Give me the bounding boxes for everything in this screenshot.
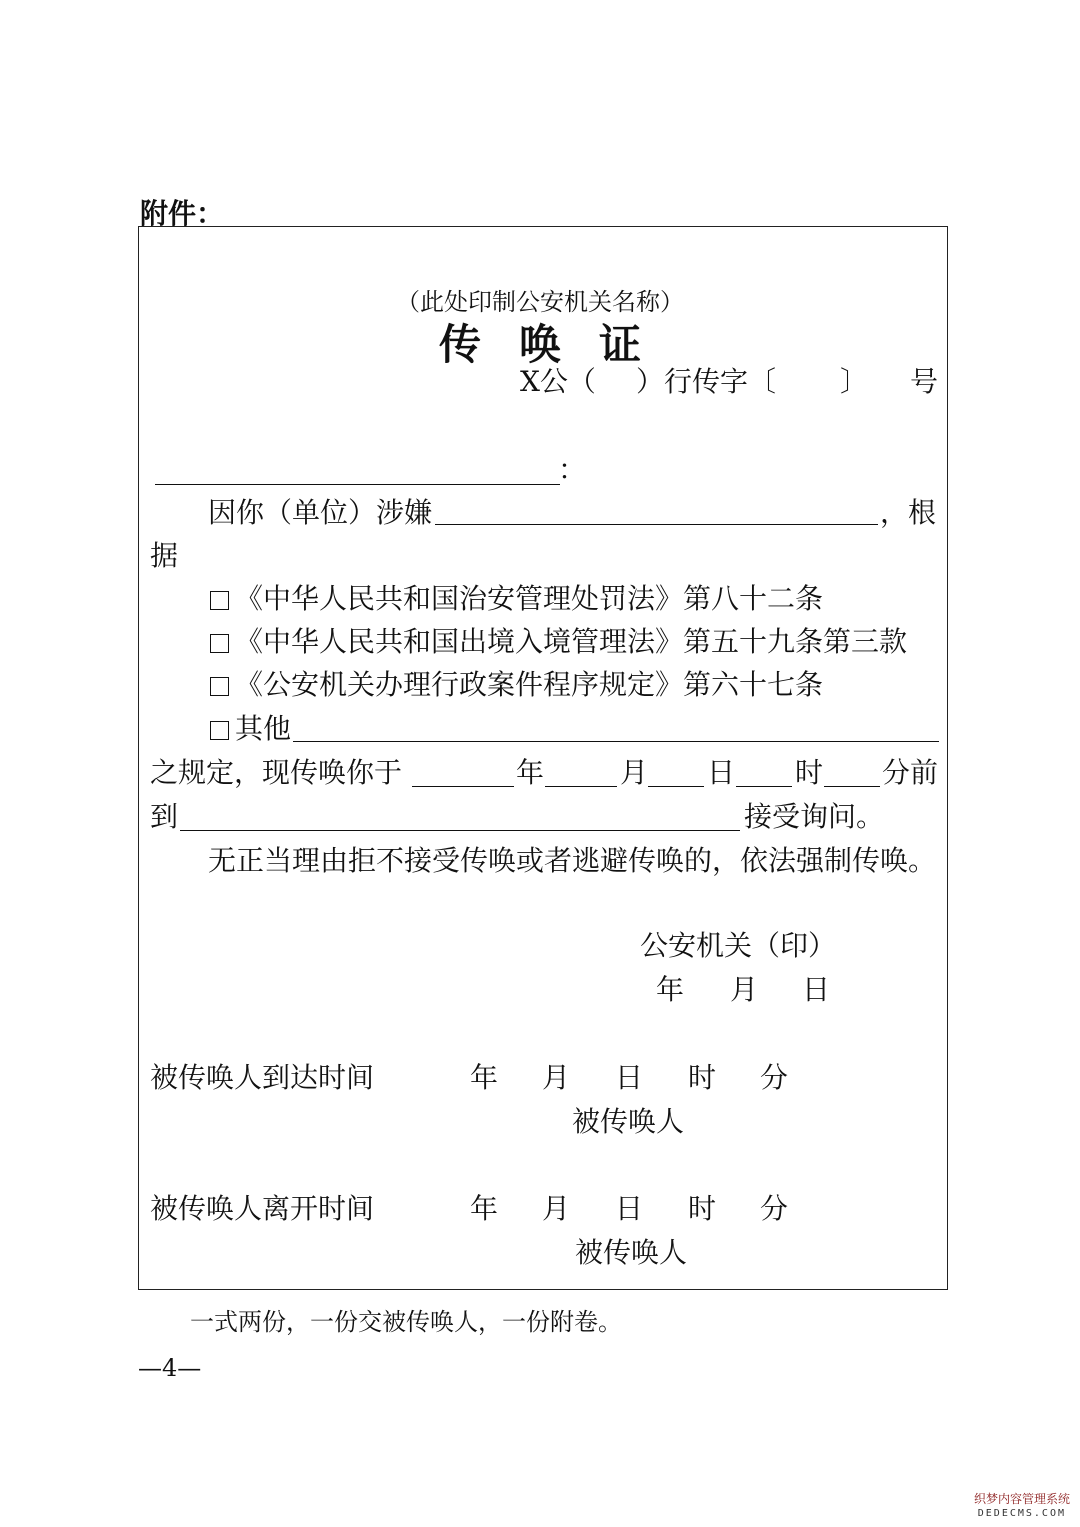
seal-month: 月 xyxy=(730,973,759,1006)
departure-hour: 时 xyxy=(688,1192,717,1225)
addressee-colon: ： xyxy=(558,453,587,486)
attachment-label: 附件： xyxy=(140,197,225,230)
warning-text: 无正当理由拒不接受传唤或者逃避传唤的，依法强制传唤。 xyxy=(208,844,937,877)
time-prefix: 之规定，现传唤你于 xyxy=(150,756,403,789)
departure-signer: 被传唤人 xyxy=(575,1236,688,1269)
legal-option-other: 其他 xyxy=(210,713,291,745)
page-number: —4— xyxy=(138,1354,202,1382)
year-blank[interactable] xyxy=(412,786,514,787)
footer-note: 一式两份，一份交被传唤人，一份附卷。 xyxy=(190,1308,622,1336)
departure-year: 年 xyxy=(470,1192,499,1225)
day-label: 日 xyxy=(707,756,736,789)
minute-before-label: 分前 xyxy=(882,756,939,789)
arrival-day: 日 xyxy=(615,1061,644,1094)
option-1-checkbox[interactable] xyxy=(210,591,229,610)
seal-year: 年 xyxy=(656,973,685,1006)
doc-no-suffix: 号 xyxy=(910,365,939,398)
arrival-signer: 被传唤人 xyxy=(572,1105,685,1138)
place-blank[interactable] xyxy=(180,830,740,831)
legal-option-3: 《公安机关办理行政案件程序规定》第六十七条 xyxy=(210,669,823,701)
watermark-title: 织梦内容管理系统 xyxy=(973,1492,1070,1506)
intro-end: ，根 xyxy=(880,496,937,529)
minute-blank[interactable] xyxy=(824,786,880,787)
day-blank[interactable] xyxy=(648,786,704,787)
addressee-blank[interactable] xyxy=(155,484,560,485)
arrival-hour: 时 xyxy=(688,1061,717,1094)
month-blank[interactable] xyxy=(545,786,617,787)
departure-minute: 分 xyxy=(760,1192,789,1225)
arrival-month: 月 xyxy=(542,1061,571,1094)
doc-no-mid: ）行传字〔 xyxy=(636,365,777,398)
organization-name: （此处印制公安机关名称） xyxy=(396,288,684,316)
departure-day: 日 xyxy=(615,1192,644,1225)
place-prefix: 到 xyxy=(150,800,179,833)
other-checkbox[interactable] xyxy=(210,721,229,740)
doc-no-prefix: X公（ xyxy=(520,365,596,398)
arrival-minute: 分 xyxy=(760,1061,789,1094)
departure-month: 月 xyxy=(542,1192,571,1225)
intro-continued: 据 xyxy=(150,539,179,572)
month-label: 月 xyxy=(620,756,649,789)
other-blank[interactable] xyxy=(293,741,939,742)
place-suffix: 接受询问。 xyxy=(744,800,885,833)
legal-option-2: 《中华人民共和国出境入境管理法》第五十九条第三款 xyxy=(210,626,907,658)
seal-authority: 公安机关（印） xyxy=(640,929,837,962)
intro-text: 因你（单位）涉嫌 xyxy=(208,496,433,529)
hour-blank[interactable] xyxy=(736,786,792,787)
hour-label: 时 xyxy=(795,756,824,789)
document-title: 传唤证 xyxy=(438,320,679,369)
doc-no-bracket-close: 〕 xyxy=(840,365,869,398)
watermark-url: DEDECMS.COM xyxy=(977,1508,1066,1519)
departure-label: 被传唤人离开时间 xyxy=(150,1192,375,1225)
suspicion-blank[interactable] xyxy=(435,524,878,525)
seal-day: 日 xyxy=(802,973,831,1006)
option-3-checkbox[interactable] xyxy=(210,677,229,696)
option-2-checkbox[interactable] xyxy=(210,634,229,653)
year-label: 年 xyxy=(516,756,545,789)
legal-option-1: 《中华人民共和国治安管理处罚法》第八十二条 xyxy=(210,583,823,615)
arrival-label: 被传唤人到达时间 xyxy=(150,1061,375,1094)
arrival-year: 年 xyxy=(470,1061,499,1094)
